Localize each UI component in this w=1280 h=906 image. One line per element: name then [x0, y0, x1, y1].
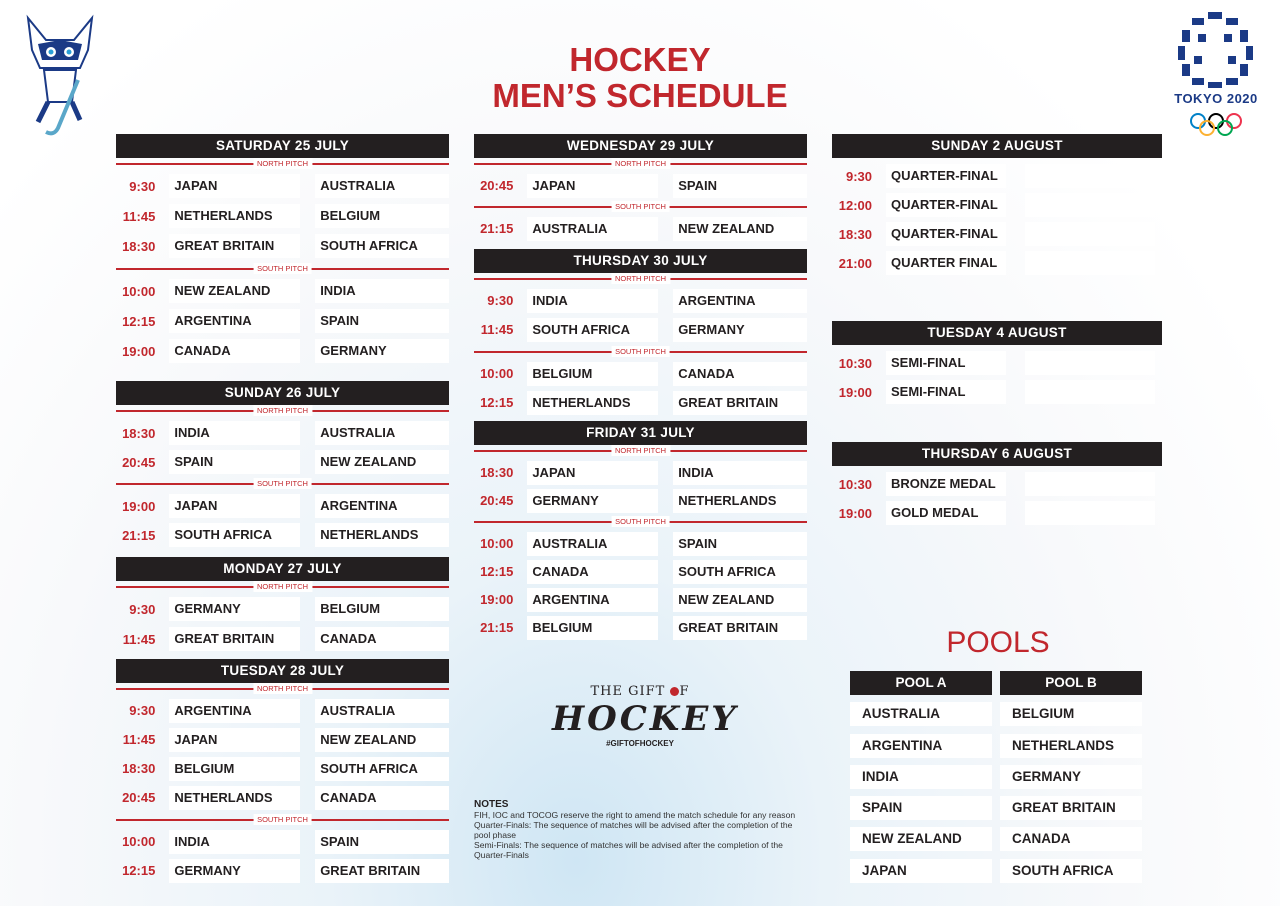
match-time: 9:30 — [129, 703, 156, 718]
team-away: BELGIUM — [315, 204, 449, 228]
match-row — [116, 203, 449, 229]
tokyo-2020-emblem — [1170, 10, 1262, 138]
team-home: JAPAN — [169, 728, 300, 752]
team-home: BELGIUM — [527, 616, 658, 640]
day-header: THURSDAY 6 AUGUST — [832, 442, 1162, 466]
team-home: ARGENTINA — [527, 588, 658, 612]
match-row — [474, 531, 807, 556]
match-time: 18:30 — [122, 761, 156, 776]
team-away: GERMANY — [673, 318, 807, 342]
match-time: 9:30 — [129, 178, 156, 194]
match-time: 12:15 — [480, 395, 514, 410]
match-row — [832, 222, 1162, 246]
pitch-label: NORTH PITCH — [611, 273, 670, 284]
team-home: CANADA — [527, 560, 658, 584]
pool-team: AUSTRALIA — [850, 702, 992, 726]
team-away: SOUTH AFRICA — [673, 560, 807, 584]
team-home: AUSTRALIA — [527, 217, 658, 241]
team-home: BELGIUM — [527, 362, 658, 386]
match-row — [116, 173, 449, 199]
mascot-image — [18, 10, 102, 144]
team-away — [1025, 501, 1155, 525]
match-row — [116, 338, 449, 364]
team-home: INDIA — [527, 289, 658, 313]
tokyo-2020-text: TOKYO 2020 — [1174, 91, 1258, 106]
pitch-label: SOUTH PITCH — [611, 516, 670, 527]
pitch-label: SOUTH PITCH — [253, 478, 312, 489]
team-away: GERMANY — [315, 339, 449, 363]
match-row — [116, 785, 449, 810]
pitch-divider — [116, 683, 449, 694]
match-time: 19:00 — [838, 505, 872, 521]
team-home: SPAIN — [169, 450, 300, 474]
notes-line: Semi-Finals: The sequence of matches will be advised after the completion of the Quarter-Finals — [474, 840, 783, 860]
gift-of-hockey-logo — [552, 684, 739, 768]
schedule-column-2 — [474, 134, 807, 643]
day-block — [474, 134, 807, 241]
title-line-1: HOCKEY — [569, 41, 711, 78]
day-header: SATURDAY 25 JULY — [116, 134, 449, 158]
match-row — [474, 288, 807, 313]
team-home: CANADA — [169, 339, 300, 363]
pool-team: CANADA — [1000, 827, 1142, 851]
match-time: 11:45 — [122, 732, 156, 747]
day-block — [474, 249, 807, 415]
match-row — [474, 216, 807, 241]
team-home: QUARTER-FINAL — [886, 222, 1006, 246]
pool-team: INDIA — [850, 765, 992, 789]
team-home: AUSTRALIA — [527, 532, 658, 556]
match-row — [116, 420, 449, 446]
pitch-divider — [474, 516, 807, 527]
match-row — [474, 488, 807, 513]
match-time: 20:45 — [480, 493, 514, 508]
pitch-label: NORTH PITCH — [253, 581, 312, 592]
day-block — [832, 134, 1162, 275]
day-block — [116, 134, 449, 364]
pitch-divider — [116, 263, 449, 274]
match-row — [832, 193, 1162, 217]
match-time: 20:45 — [122, 454, 156, 470]
match-time: 19:00 — [122, 498, 156, 514]
pool-header: POOL B — [1000, 671, 1142, 695]
match-row — [116, 727, 449, 752]
team-home: ARGENTINA — [169, 699, 300, 723]
team-away — [1025, 222, 1155, 246]
match-row — [116, 858, 449, 883]
pitch-label: SOUTH PITCH — [253, 263, 312, 274]
team-away — [1025, 351, 1155, 375]
pool-team: ARGENTINA — [850, 734, 992, 758]
team-away: NETHERLANDS — [673, 489, 807, 513]
match-row — [116, 449, 449, 475]
match-time: 9:30 — [845, 168, 872, 184]
team-away: SPAIN — [315, 309, 449, 333]
pitch-divider — [116, 158, 449, 169]
team-away: SPAIN — [315, 830, 449, 854]
match-time: 19:00 — [838, 384, 872, 400]
day-block — [832, 442, 1162, 525]
match-time: 9:30 — [129, 601, 156, 617]
team-home: GREAT BRITAIN — [169, 234, 300, 258]
pitch-divider — [116, 581, 449, 592]
match-row — [474, 390, 807, 415]
day-block — [116, 557, 449, 652]
match-time: 10:00 — [122, 834, 156, 849]
team-away — [1025, 472, 1155, 496]
match-time: 12:15 — [122, 863, 156, 878]
match-row — [116, 308, 449, 334]
notes-line: Quarter-Finals: The sequence of matches will be advised after the completion of the pool phase — [474, 820, 793, 840]
day-header: SUNDAY 2 AUGUST — [832, 134, 1162, 158]
team-home: BELGIUM — [169, 757, 300, 781]
pitch-label: SOUTH PITCH — [253, 814, 312, 825]
team-away — [1025, 251, 1155, 275]
match-row — [116, 278, 449, 304]
team-away: SOUTH AFRICA — [315, 234, 449, 258]
day-header: WEDNESDAY 29 JULY — [474, 134, 807, 158]
pitch-divider — [116, 814, 449, 825]
day-block — [832, 321, 1162, 404]
match-time: 12:15 — [480, 564, 514, 579]
team-home: GOLD MEDAL — [886, 501, 1006, 525]
match-time: 18:30 — [122, 425, 156, 441]
team-away: SOUTH AFRICA — [315, 757, 449, 781]
team-away: BELGIUM — [315, 597, 449, 621]
match-row — [474, 587, 807, 612]
team-away: AUSTRALIA — [315, 174, 449, 198]
team-home: QUARTER-FINAL — [886, 164, 1006, 188]
day-header: TUESDAY 4 AUGUST — [832, 321, 1162, 345]
match-time: 10:30 — [838, 476, 872, 492]
team-home: JAPAN — [527, 174, 658, 198]
notes — [474, 800, 806, 860]
pitch-divider — [116, 405, 449, 416]
pitch-divider — [116, 478, 449, 489]
team-away: NEW ZEALAND — [673, 588, 807, 612]
match-time: 20:45 — [122, 790, 156, 805]
notes-line: FIH, IOC and TOCOG reserve the right to amend the match schedule for any reason — [474, 810, 796, 820]
day-header: THURSDAY 30 JULY — [474, 249, 807, 273]
match-row — [474, 361, 807, 386]
match-time: 10:30 — [838, 355, 872, 371]
match-row — [832, 380, 1162, 404]
team-home: ARGENTINA — [169, 309, 300, 333]
match-time: 18:30 — [480, 465, 514, 480]
team-home: NETHERLANDS — [169, 786, 300, 810]
match-time: 11:45 — [480, 322, 514, 337]
team-away: AUSTRALIA — [315, 421, 449, 445]
team-away: NEW ZEALAND — [673, 217, 807, 241]
match-time: 21:15 — [480, 221, 514, 236]
match-row — [474, 317, 807, 342]
match-row — [474, 559, 807, 584]
match-time: 18:30 — [838, 226, 872, 242]
team-home: NETHERLANDS — [169, 204, 300, 228]
pool-team: NETHERLANDS — [1000, 734, 1142, 758]
match-time: 20:45 — [480, 178, 514, 193]
team-home: BRONZE MEDAL — [886, 472, 1006, 496]
page-title — [440, 42, 840, 114]
pitch-divider — [474, 445, 807, 456]
pitch-label: NORTH PITCH — [253, 405, 312, 416]
team-home: JAPAN — [169, 174, 300, 198]
gift-line-1: THE GIFT — [590, 684, 666, 699]
match-row — [832, 472, 1162, 496]
team-home: NETHERLANDS — [527, 391, 658, 415]
match-row — [832, 251, 1162, 275]
team-home: SOUTH AFRICA — [169, 523, 300, 547]
schedule-column-knockout — [832, 134, 1162, 530]
match-time: 21:15 — [480, 620, 514, 635]
pool-team: GERMANY — [1000, 765, 1142, 789]
pitch-divider — [474, 346, 807, 357]
pool-team: JAPAN — [850, 859, 992, 883]
team-away — [1025, 193, 1155, 217]
match-row — [832, 164, 1162, 188]
team-away: INDIA — [673, 461, 807, 485]
match-row — [832, 351, 1162, 375]
team-home: GERMANY — [169, 859, 300, 883]
match-time: 9:30 — [487, 293, 514, 308]
team-away: SPAIN — [673, 532, 807, 556]
day-block — [474, 421, 807, 640]
match-time: 10:00 — [480, 536, 514, 551]
pool-header: POOL A — [850, 671, 992, 695]
pitch-divider — [474, 158, 807, 169]
day-header: SUNDAY 26 JULY — [116, 381, 449, 405]
match-row — [116, 698, 449, 723]
team-away — [1025, 380, 1155, 404]
pitch-label: NORTH PITCH — [611, 445, 670, 456]
match-row — [116, 626, 449, 652]
pitch-label: NORTH PITCH — [611, 158, 670, 169]
team-home: JAPAN — [527, 461, 658, 485]
team-away: ARGENTINA — [673, 289, 807, 313]
gift-line-1b: F — [679, 684, 690, 699]
team-home: QUARTER FINAL — [886, 251, 1006, 275]
team-away: GREAT BRITAIN — [673, 616, 807, 640]
team-away: NEW ZEALAND — [315, 728, 449, 752]
pitch-label: NORTH PITCH — [253, 158, 312, 169]
pitch-label: NORTH PITCH — [253, 683, 312, 694]
team-home: GERMANY — [169, 597, 300, 621]
match-time: 21:00 — [838, 255, 872, 271]
notes-heading: NOTES — [474, 799, 509, 810]
team-away: AUSTRALIA — [315, 699, 449, 723]
team-home: GERMANY — [527, 489, 658, 513]
team-away: CANADA — [315, 627, 449, 651]
match-time: 21:15 — [122, 527, 156, 543]
day-header: FRIDAY 31 JULY — [474, 421, 807, 445]
match-row — [116, 596, 449, 622]
day-block — [116, 659, 449, 883]
pool-team: SPAIN — [850, 796, 992, 820]
team-away: SPAIN — [673, 174, 807, 198]
match-row — [474, 460, 807, 485]
match-row — [116, 756, 449, 781]
match-time: 19:00 — [480, 592, 514, 607]
team-home: QUARTER-FINAL — [886, 193, 1006, 217]
team-away — [1025, 164, 1155, 188]
pool-b — [1000, 671, 1142, 883]
pools-title: POOLS — [946, 626, 1050, 659]
gift-hashtag: #GIFTOFHOCKEY — [606, 739, 674, 748]
team-home: NEW ZEALAND — [169, 279, 300, 303]
pitch-divider — [474, 201, 807, 212]
pitch-divider — [474, 273, 807, 284]
match-time: 10:00 — [122, 283, 156, 299]
team-home: INDIA — [169, 830, 300, 854]
match-row — [474, 173, 807, 198]
day-header: TUESDAY 28 JULY — [116, 659, 449, 683]
pool-team: SOUTH AFRICA — [1000, 859, 1142, 883]
team-home: SEMI-FINAL — [886, 351, 1006, 375]
match-row — [116, 493, 449, 519]
team-away: GREAT BRITAIN — [315, 859, 449, 883]
team-home: JAPAN — [169, 494, 300, 518]
gift-line-2: HOCKEY — [552, 699, 739, 739]
pool-team: BELGIUM — [1000, 702, 1142, 726]
match-time: 12:15 — [122, 313, 156, 329]
pitch-label: SOUTH PITCH — [611, 346, 670, 357]
team-away: INDIA — [315, 279, 449, 303]
team-away: GREAT BRITAIN — [673, 391, 807, 415]
team-away: CANADA — [673, 362, 807, 386]
match-time: 10:00 — [480, 366, 514, 381]
match-row — [116, 233, 449, 259]
team-home: GREAT BRITAIN — [169, 627, 300, 651]
pitch-label: SOUTH PITCH — [611, 201, 670, 212]
team-away: NETHERLANDS — [315, 523, 449, 547]
match-time: 11:45 — [122, 631, 156, 647]
team-away: CANADA — [315, 786, 449, 810]
match-time: 18:30 — [122, 238, 156, 254]
team-home: SEMI-FINAL — [886, 380, 1006, 404]
title-line-2: MEN’S SCHEDULE — [492, 77, 788, 114]
match-time: 12:00 — [838, 197, 872, 213]
match-time: 19:00 — [122, 343, 156, 359]
schedule-column-1 — [116, 134, 449, 887]
match-time: 11:45 — [122, 208, 156, 224]
match-row — [474, 615, 807, 640]
day-block — [116, 381, 449, 548]
match-row — [832, 501, 1162, 525]
match-row — [116, 829, 449, 854]
match-row — [116, 522, 449, 548]
team-home: SOUTH AFRICA — [527, 318, 658, 342]
pool-team: GREAT BRITAIN — [1000, 796, 1142, 820]
team-home: INDIA — [169, 421, 300, 445]
pool-team: NEW ZEALAND — [850, 827, 992, 851]
day-header: MONDAY 27 JULY — [116, 557, 449, 581]
team-away: NEW ZEALAND — [315, 450, 449, 474]
team-away: ARGENTINA — [315, 494, 449, 518]
pool-a — [850, 671, 992, 883]
